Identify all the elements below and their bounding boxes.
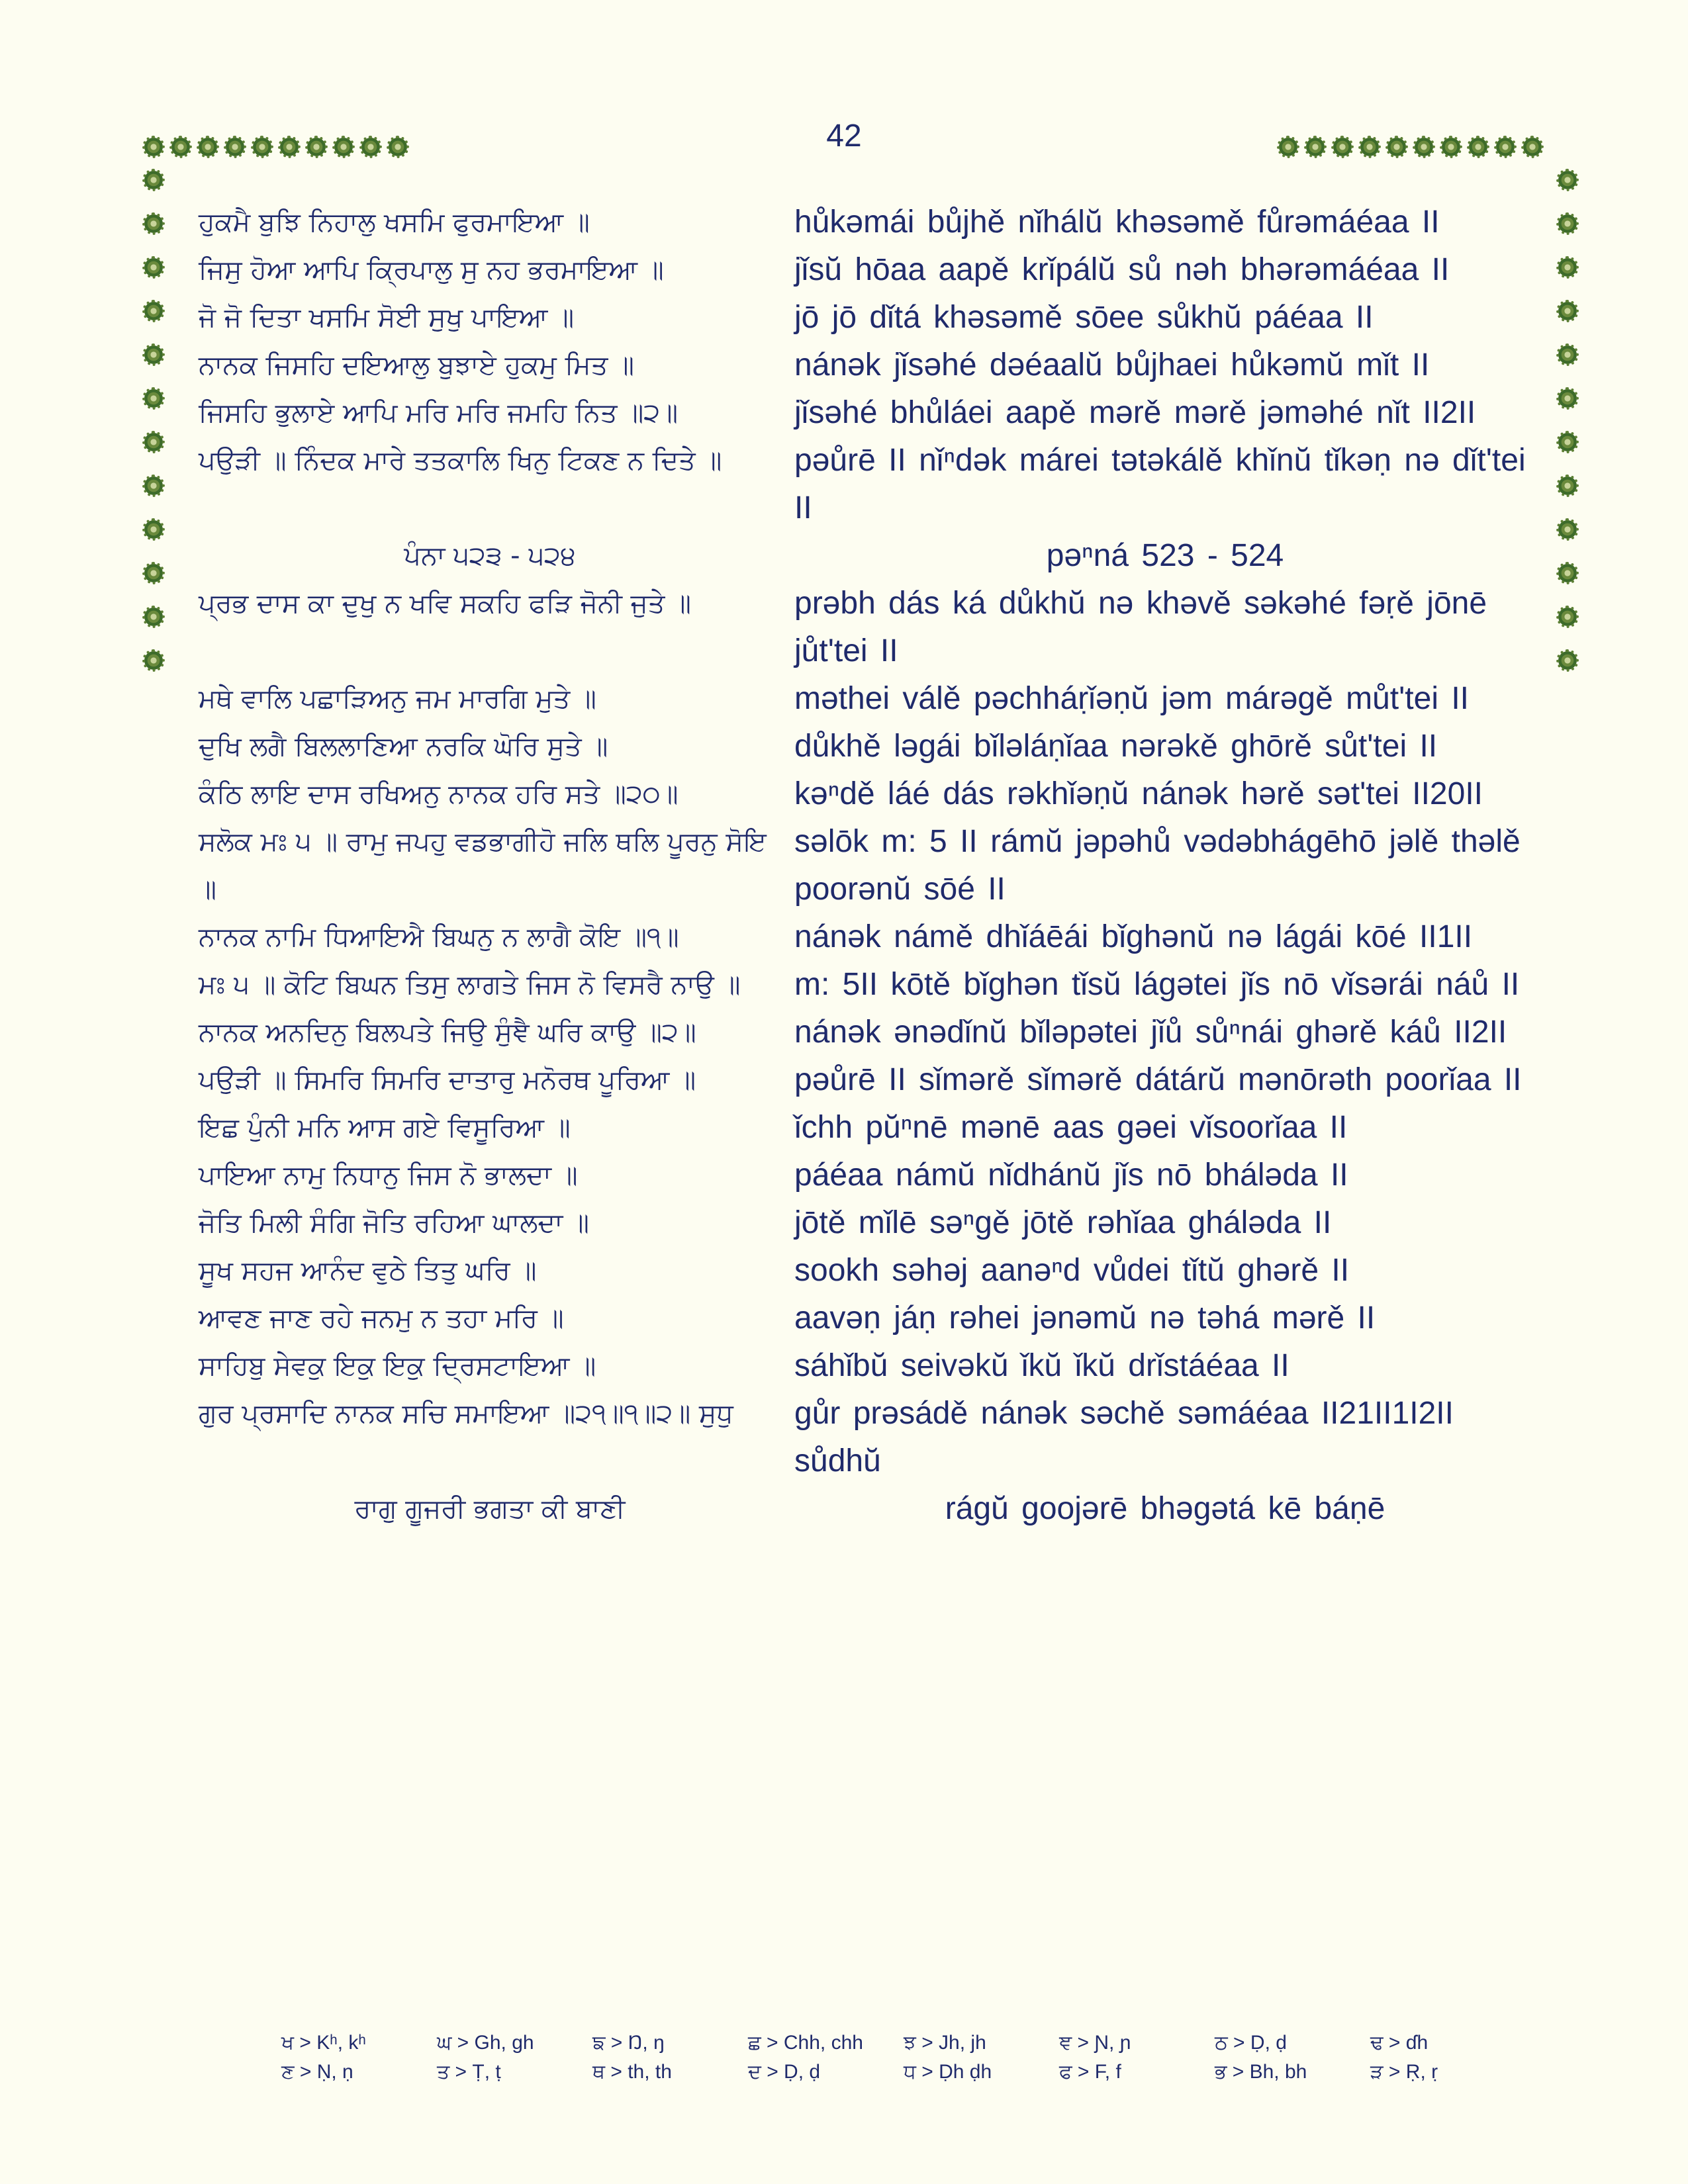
- verse-row: [199, 1152, 1536, 1199]
- ornament-border-top-left: [144, 138, 407, 156]
- legend-item: ਛ > Chh, chh: [748, 2032, 863, 2054]
- page-number: 42: [826, 118, 862, 154]
- legend-item: ਢ > ɗh: [1370, 2032, 1429, 2054]
- legend-item: ਤ > Ṭ, ṭ: [437, 2061, 501, 2083]
- flower-ornament-icon: [144, 608, 163, 626]
- verse-row: [199, 675, 1536, 723]
- flower-ornament-icon: [307, 138, 326, 156]
- gurmukhi-text: ਆਵਣ ਜਾਣ ਰਹੇ ਜਨਮੁ ਨ ਤਹਾ ਮਰਿ ॥: [199, 1303, 564, 1334]
- flower-ornament-icon: [144, 345, 163, 364]
- flower-ornament-icon: [1387, 138, 1406, 156]
- gurmukhi-text: ਇਛ ਪੁੰਨੀ ਮਨਿ ਆਸ ਗਏ ਵਿਸੂਰਿਆ ॥: [199, 1113, 571, 1143]
- legend-item: ਧ > Ḍh ḍh: [904, 2061, 992, 2083]
- flower-ornament-icon: [1558, 520, 1577, 539]
- verse-row: [199, 580, 1536, 675]
- gurmukhi-text: ਪਉੜੀ ॥ ਨਿੰਦਕ ਮਾਰੇ ਤਤਕਾਲਿ ਖਿਨੁ ਟਿਕਣ ਨ ਦਿਤੇ ॥: [199, 445, 722, 476]
- transliteration-text: məthei válě pəchháṛǐəṇŭ jəm márəgě můt'tei II: [794, 681, 1469, 716]
- legend-item: ਠ > Ḍ, ḍ: [1215, 2032, 1287, 2054]
- flower-ornament-icon: [144, 564, 163, 582]
- gurmukhi-text: ਹੁਕਮੈ ਬੁਝਿ ਨਿਹਾਲੁ ਖਸਮਿ ਫੁਰਮਾਇਆ ॥: [199, 207, 590, 238]
- section-heading-row: [199, 1485, 1536, 1533]
- legend-item: ਖ > Kʰ, kʰ: [281, 2032, 366, 2054]
- ornament-border-top-right: [1279, 138, 1542, 156]
- flower-ornament-icon: [1442, 138, 1460, 156]
- legend-item: ਦ > Ḍ, ḍ: [748, 2061, 821, 2083]
- transliteration-text: jōtě mǐlē səⁿgě jōtě rəhǐaa gháləda II: [794, 1205, 1332, 1240]
- verse-row: [199, 1104, 1536, 1152]
- flower-ornament-icon: [389, 138, 407, 156]
- transliteration-text: páéaa námŭ nǐdhánŭ jǐs nō bháləda II: [794, 1158, 1348, 1193]
- flower-ornament-icon: [144, 302, 163, 320]
- legend-item: ਞ > Ɲ, ɲ: [1059, 2032, 1131, 2054]
- verse-row: [199, 1056, 1536, 1104]
- transliteration-text: rágŭ goojərē bhəgətá kē báṇē: [945, 1491, 1385, 1526]
- legend-item: ਝ > Jh, jh: [904, 2032, 986, 2054]
- transliteration-text: m: 5II kōtě bǐghən tǐsŭ lágətei jǐs nō vǐsərái náů II: [794, 967, 1520, 1002]
- flower-ornament-icon: [1279, 138, 1297, 156]
- verse-row: [199, 1199, 1536, 1247]
- flower-ornament-icon: [144, 389, 163, 408]
- gurmukhi-text: ਜੋਤਿ ਮਿਲੀ ਸੰਗਿ ਜੋਤਿ ਰਹਿਆ ਘਾਲਦਾ ॥: [199, 1208, 590, 1238]
- flower-ornament-icon: [1360, 138, 1379, 156]
- transliteration-text: aavəṇ jáṇ rəhei jənəmŭ nə təhá mərě II: [794, 1300, 1376, 1336]
- legend-item: ੜ > Ṛ, ṛ: [1370, 2061, 1438, 2083]
- transliteration-text: jǐsəhé bhůláei aapě mərě mərě jəməhé nǐt II2II: [794, 395, 1476, 430]
- transliteration-text: prəbh dás ká důkhŭ nə khəvě səkəhé fəṛě jōnē jůt'tei II: [794, 586, 1487, 668]
- ornament-border-right: [1558, 171, 1577, 670]
- flower-ornament-icon: [1496, 138, 1515, 156]
- gurmukhi-text: ਜਿਸਹਿ ਭੁਲਾਏ ਆਪਿ ਮਰਿ ਮਰਿ ਜਮਹਿ ਨਿਤ ॥੨॥: [199, 398, 679, 428]
- flower-ornament-icon: [1558, 564, 1577, 582]
- gurmukhi-text: ਮਥੇ ਵਾਲਿ ਪਛਾੜਿਅਨੁ ਜਮ ਮਾਰਗਿ ਮੁਤੇ ॥: [199, 684, 596, 714]
- verse-row: [199, 961, 1536, 1009]
- gurmukhi-text: ਗੁਰ ਪ੍ਰਸਾਦਿ ਨਾਨਕ ਸਚਿ ਸਮਾਇਆ ॥੨੧॥੧॥੨॥ ਸੁਧੁ: [199, 1398, 733, 1429]
- gurmukhi-text: ਜਿਸੁ ਹੋਆ ਆਪਿ ਕ੍ਰਿਪਾਲੁ ਸੁ ਨਹ ਭਰਮਾਇਆ ॥: [199, 255, 664, 285]
- gurmukhi-text: ਪਾਇਆ ਨਾਮੁ ਨਿਧਾਨੁ ਜਿਸ ਨੋ ਭਾਲਦਾ ॥: [199, 1160, 578, 1191]
- gurmukhi-text: ਨਾਨਕ ਨਾਮਿ ਧਿਆਇਐ ਬਿਘਨੁ ਨ ਲਾਗੈ ਕੋਇ ॥੧॥: [199, 922, 679, 952]
- verse-row: [199, 1342, 1536, 1390]
- transliteration-text: ǐchh pŭⁿnē mənē aas gəei vǐsoorǐaa II: [794, 1110, 1348, 1145]
- legend-item: ਙ > Ŋ, ŋ: [592, 2032, 665, 2054]
- flower-ornament-icon: [1558, 171, 1577, 189]
- flower-ornament-icon: [1306, 138, 1325, 156]
- flower-ornament-icon: [334, 138, 353, 156]
- flower-ornament-icon: [226, 138, 244, 156]
- transliteration-text: sáhǐbŭ seivəkŭ ǐkŭ ǐkŭ drǐstáéaa II: [794, 1348, 1289, 1383]
- verse-row: [199, 723, 1536, 770]
- gurmukhi-text: ਰਾਗੁ ਗੂਜਰੀ ਭਗਤਾ ਕੀ ਬਾਣੀ: [354, 1494, 626, 1524]
- flower-ornament-icon: [1469, 138, 1487, 156]
- flower-ornament-icon: [144, 477, 163, 495]
- gurmukhi-text: ਕੰਠਿ ਲਾਇ ਦਾਸ ਰਖਿਅਨੁ ਨਾਨਕ ਹਰਿ ਸਤੇ ॥੨੦॥: [199, 779, 679, 809]
- transliteration-text: jō jō dǐtá khəsəmě sōee sůkhŭ páéaa II: [794, 300, 1374, 335]
- flower-ornament-icon: [1523, 138, 1542, 156]
- transliteration-text: důkhě ləgái bǐləláṇǐaa nərəkě ghōrě sůt'tei II: [794, 729, 1438, 764]
- flower-ornament-icon: [144, 258, 163, 277]
- flower-ornament-icon: [1558, 345, 1577, 364]
- gurmukhi-text: ਜੋ ਜੋ ਦਿਤਾ ਖਸਮਿ ਸੋਈ ਸੁਖੁ ਪਾਇਆ ॥: [199, 302, 575, 333]
- verse-row: [199, 437, 1536, 532]
- verse-row: [199, 913, 1536, 961]
- flower-ornament-icon: [1415, 138, 1433, 156]
- verse-row: [199, 770, 1536, 818]
- flower-ornament-icon: [199, 138, 217, 156]
- flower-ornament-icon: [1558, 651, 1577, 670]
- verse-row: [199, 294, 1536, 341]
- legend-item: ਣ > Ṇ, ṇ: [281, 2061, 353, 2083]
- hymn-content: [199, 199, 1536, 1533]
- verse-row: [199, 246, 1536, 294]
- flower-ornament-icon: [144, 520, 163, 539]
- flower-ornament-icon: [1558, 433, 1577, 451]
- flower-ornament-icon: [253, 138, 271, 156]
- flower-ornament-icon: [171, 138, 190, 156]
- flower-ornament-icon: [1558, 389, 1577, 408]
- gurmukhi-text: ਪੰਨਾ ੫੨੩ - ੫੨੪: [404, 541, 576, 571]
- verse-row: [199, 818, 1536, 913]
- transliteration-text: nánək námě dhǐáēái bǐghənŭ nə lágái kōé II1II: [794, 919, 1473, 954]
- transliteration-text: nánək ənədǐnŭ bǐləpətei jǐů sůⁿnái ghərě káů II2II: [794, 1015, 1507, 1050]
- gurmukhi-text: ਨਾਨਕ ਜਿਸਹਿ ਦਇਆਲੁ ਬੁਝਾਏ ਹੁਕਮੁ ਮਿਤ ॥: [199, 350, 634, 381]
- legend-item: ਭ > Bh, bh: [1215, 2061, 1307, 2083]
- verse-row: [199, 199, 1536, 246]
- flower-ornament-icon: [144, 651, 163, 670]
- legend-row: [281, 2032, 1539, 2054]
- gurmukhi-text: ਸਲੋਕ ਮਃ ੫ ॥ ਰਾਮੁ ਜਪਹੁ ਵਡਭਾਗੀਹੋ ਜਲਿ ਥਲਿ ਪੂਰਨੁ ਸੋਇ ॥: [199, 827, 767, 905]
- gurmukhi-text: ਸਾਹਿਬੁ ਸੇਵਕੁ ਇਕੁ ਇਕੁ ਦ੍ਰਿਸਟਾਇਆ ॥: [199, 1351, 596, 1381]
- gurmukhi-text: ਮਃ ੫ ॥ ਕੋਟਿ ਬਿਘਨ ਤਿਸੁ ਲਾਗਤੇ ਜਿਸ ਨੋ ਵਿਸਰੈ ਨਾਉ ॥: [199, 970, 741, 1000]
- transliteration-text: səlōk m: 5 II rámŭ jəpəhů vədəbhágēhō jəlě thəlě poorənŭ sōé II: [794, 824, 1521, 907]
- gurmukhi-text: ਪਉੜੀ ॥ ਸਿਮਰਿ ਸਿਮਰਿ ਦਾਤਾਰੁ ਮਨੋਰਥ ਪੂਰਿਆ ॥: [199, 1065, 696, 1095]
- transliteration-text: nánək jǐsəhé dəéaalŭ bůjhaei hůkəmŭ mǐt II: [794, 347, 1430, 383]
- flower-ornament-icon: [144, 171, 163, 189]
- transliteration-text: hůkəmái bůjhě nǐhálŭ khəsəmě fůrəmáéaa II: [794, 205, 1440, 240]
- gurmukhi-text: ਨਾਨਕ ਅਨਦਿਨੁ ਬਿਲਪਤੇ ਜਿਉ ਸੁੰਞੈ ਘਰਿ ਕਾਉ ॥੨॥: [199, 1017, 696, 1048]
- verse-row: [199, 1390, 1536, 1485]
- legend-item: ਘ > Gh, gh: [437, 2032, 534, 2054]
- flower-ornament-icon: [1558, 608, 1577, 626]
- flower-ornament-icon: [361, 138, 380, 156]
- transliteration-text: sookh səhəj aanəⁿd vůdei tǐtŭ ghərě II: [794, 1253, 1350, 1288]
- flower-ornament-icon: [144, 433, 163, 451]
- verse-row: [199, 1247, 1536, 1295]
- gurmukhi-text: ਪ੍ਰਭ ਦਾਸ ਕਾ ਦੁਖੁ ਨ ਖਵਿ ਸਕਹਿ ਫੜਿ ਜੋਨੀ ਜੁਤੇ ॥: [199, 588, 691, 619]
- verse-row: [199, 389, 1536, 437]
- flower-ornament-icon: [1558, 477, 1577, 495]
- flower-ornament-icon: [280, 138, 299, 156]
- legend-row: [281, 2061, 1539, 2083]
- flower-ornament-icon: [144, 138, 163, 156]
- transliteration-text: pəⁿná 523 - 524: [1046, 538, 1284, 573]
- gurmukhi-text: ਦੁਖਿ ਲਗੈ ਬਿਲਲਾਣਿਆ ਨਰਕਿ ਘੋਰਿ ਸੁਤੇ ॥: [199, 731, 608, 762]
- ornament-border-left: [144, 171, 163, 670]
- flower-ornament-icon: [1558, 214, 1577, 233]
- flower-ornament-icon: [144, 214, 163, 233]
- transliteration-text: gůr prəsádě nánək səchě səmáéaa II21II1I2II sůdhŭ: [794, 1396, 1454, 1479]
- flower-ornament-icon: [1558, 302, 1577, 320]
- verse-row: [199, 1295, 1536, 1342]
- legend-item: ਫ > F, f: [1059, 2061, 1121, 2083]
- verse-row: [199, 1009, 1536, 1056]
- transliteration-text: jǐsŭ hōaa aapě krǐpálŭ sů nəh bhərəmáéaa II: [794, 252, 1450, 287]
- flower-ornament-icon: [1333, 138, 1352, 156]
- transliteration-text: kəⁿdě láé dás rəkhǐəṇŭ nánək hərě sət'tei II20II: [794, 776, 1483, 811]
- transliteration-text: pəůrē II sǐmərě sǐmərě dátárŭ mənōrəth poorǐaa II: [794, 1062, 1522, 1097]
- section-heading-row: [199, 532, 1536, 580]
- gurmukhi-text: ਸੂਖ ਸਹਜ ਆਨੰਦ ਵੁਠੇ ਤਿਤੁ ਘਰਿ ॥: [199, 1255, 537, 1286]
- legend-item: ਥ > th, th: [592, 2061, 672, 2083]
- flower-ornament-icon: [1558, 258, 1577, 277]
- transliteration-legend: [281, 2032, 1539, 2090]
- transliteration-text: pəůrē II nǐⁿdək márei tətəkálě khǐnŭ tǐkəṇ nə dǐt'tei II: [794, 443, 1526, 525]
- verse-row: [199, 341, 1536, 389]
